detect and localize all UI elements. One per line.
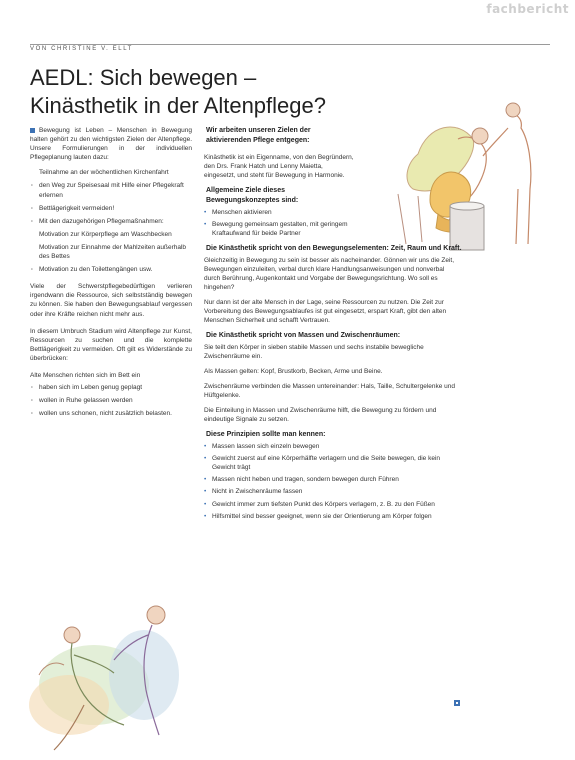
list-item: • Hilfsmittel sind besser geeignet, wenn sie der Orientierung am Körper folgen (204, 512, 462, 521)
left-paragraph-2: Viele der Schwerstpflegebedürftigen verlieren irgendwann die Ressource, sich selbstständig bewegen zu können. Sie haben den Bewegungsablauf vergessen oder ihre Kräfte reichen nicht mehr aus. (30, 283, 192, 318)
list-item: • Massen lassen sich einzeln bewegen (204, 442, 462, 451)
list-item: • Bewegung gemeinsam gestalten, mit geringem Kraftaufwand für beide Partner (204, 220, 379, 238)
title-line-2: Kinästhetik in der Altenpflege? (30, 93, 326, 118)
general-goals-list (204, 208, 379, 238)
list-item: · Motivation zu den Toilettengängen usw. (30, 265, 192, 274)
byline: VON CHRISTINE V. ELLT (30, 46, 133, 52)
list-item: · den Weg zur Speisesaal mit Hilfe einer Pflegekraft erlernen (30, 181, 192, 199)
list-item: Teilnahme an der wöchentlichen Kirchenfahrt (39, 169, 169, 177)
paragraph-masses-intro: Sie teilt den Körper in sieben stabile Massen und sechs instabile bewegliche Zwischenräume ein. (204, 343, 424, 360)
section-marker-icon (30, 128, 35, 133)
heading-aims: Wir arbeiten unseren Zielen der aktivierenden Pflege entgegen: (206, 127, 311, 144)
list-item: · wollen uns schonen, nicht zusätzlich belasten. (30, 409, 192, 418)
heading-movement-elements: Die Kinästhetik spricht von den Bewegungselementen: Zeit, Raum und Kraft. (206, 244, 462, 252)
top-divider (30, 44, 550, 45)
reasons-list (30, 383, 192, 418)
list-item: · Mit den dazugehörigen Pflegemaßnahmen: (30, 217, 192, 226)
title-line-1: AEDL: Sich bewegen – (30, 65, 257, 90)
list-item: · wollen in Ruhe gelassen werden (30, 396, 192, 405)
list-item: · haben sich im Leben genug geplagt (30, 383, 192, 392)
left-paragraph-4: Alte Menschen richten sich im Bett ein (30, 371, 141, 379)
section-tag: fachbericht (486, 2, 569, 16)
left-paragraph-3: In diesem Umbruch Stadium wird Altenpflege zur Kunst, Ressourcen zu suchen und die komplette Bettlägerigkeit zu vermeiden. Oft gilt es Widerstände zu überbrücken: (30, 327, 192, 362)
paragraph-spaces: Zwischenräume verbinden die Massen untereinander: Hals, Taille, Schultergelenke und Hüftgelenke. (204, 383, 455, 400)
list-item: • Nicht in Zwischenräume fassen (204, 487, 462, 496)
paragraph-simultaneous: Gleichzeitig in Bewegung zu sein ist besser als nacheinander. Gönnen wir uns die Zeit, Bewegungen einzuleiten, verbal durch klare Handlungsanweisungen und nonverbal durch Berührung, Augenkontakt und Vorgabe der Bewegungsrichtung. Wo soll es hingehen? (204, 256, 455, 291)
list-item: • Massen nicht heben und tragen, sondern bewegen durch Führen (204, 475, 462, 484)
list-item: • Menschen aktivieren (204, 208, 379, 217)
heading-principles: Diese Prinzipien sollte man kennen: (206, 431, 326, 439)
paragraph-masses-list: Als Massen gelten: Kopf, Brustkorb, Becken, Arme und Beine. (204, 367, 383, 375)
paragraph-resources: Nur dann ist der alte Mensch in der Lage, seine Ressourcen zu nutzen. Die Zeit zur Vorbereitung des Bewegungsablaufes ist gut eingesetzt, erspart Kraft, gibt den alten Menschen Sicherheit und schafft Vertrauen. (204, 298, 447, 325)
list-item: Motivation zur Körperpflege am Waschbecken (39, 230, 172, 238)
end-of-article-icon (454, 700, 460, 706)
illustration-kinaesthetic-exercise (14, 565, 199, 755)
right-column (204, 126, 462, 527)
list-item: Motivation zur Einnahme der Mahlzeiten außerhalb des Bettes (39, 243, 187, 261)
goals-list (30, 168, 192, 274)
list-item: • Gewicht zuerst auf eine Körperhälfte verlagern und die Seite bewegen, die kein Gewicht trägt (204, 454, 462, 472)
left-intro: Bewegung ist Leben – Menschen in Bewegung halten gehört zu den wichtigsten Zielen der Altenpflege. Unsere Formulierungen in der individuellen Pflegeplanung lauten dazu: (30, 127, 192, 162)
paragraph-kinaesthetik: Kinästhetik ist ein Eigenname, von den Begründern, den Drs. Frank Hatch und Lenny Maietta, eingesetzt, und steht für Bewegung in Harmonie. (204, 154, 354, 180)
principles-list (204, 442, 462, 521)
list-item: · Bettlägerigkeit vermeiden! (30, 204, 192, 213)
paragraph-division: Die Einteilung in Massen und Zwischenräume hilft, die Bewegung zu fördern und eindeutige Signale zu setzen. (204, 407, 437, 424)
heading-masses: Die Kinästhetik spricht von Massen und Zwischenräumen: (206, 332, 401, 340)
heading-general-goals: Allgemeine Ziele dieses Bewegungskonzeptes sind: (206, 187, 299, 205)
left-column (30, 126, 192, 426)
list-item: • Gewicht immer zum tiefsten Punkt des Körpers verlagern, z. B. zu den Füßen (204, 500, 462, 509)
